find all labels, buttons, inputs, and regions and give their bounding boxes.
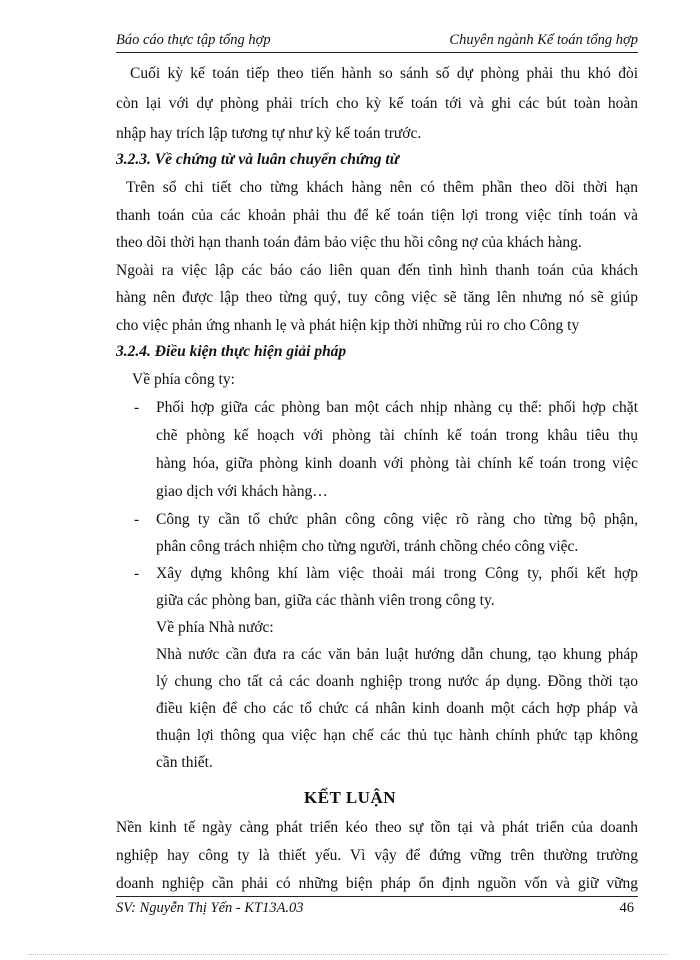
para2-line-1: Trên sổ chi tiết cho từng khách hàng nên có thêm phần theo dõi thời hạn: [126, 179, 638, 196]
bullet1-line-1: Phối hợp giữa các phòng ban một cách nhịp nhàng cụ thể: phối hợp chặt: [156, 399, 638, 416]
page-bottom-divider: [28, 954, 668, 955]
bullet-dash-3: -: [134, 565, 140, 582]
bullet2-line-2: phân công trách nhiệm cho từng người, tránh chồng chéo công việc.: [156, 538, 579, 555]
para2-line-3: theo dõi thời hạn thanh toán đảm bảo việc thu hồi công nợ của khách hàng.: [116, 234, 582, 251]
bullet-dash-1: -: [134, 399, 140, 416]
bullet1-line-2: chẽ phòng kế hoạch với phòng tài chính kế toán trong khâu tiêu thụ: [156, 427, 638, 444]
section-heading-3-2-3: 3.2.3. Về chứng từ và luân chuyển chứng từ: [116, 151, 400, 168]
para2-line-5: hàng nên được lập theo từng quý, tuy công việc sẽ tăng lên nhưng nó sẽ giúp: [116, 289, 638, 306]
para1-line-2: còn lại với dự phòng phải trích cho kỳ kế toán tới và ghi các bút toàn hoàn: [116, 95, 638, 112]
page-footer: [116, 896, 638, 919]
state-side-label: Về phía Nhà nước:: [156, 619, 274, 636]
para3-line-1: Nhà nước cần đưa ra các văn bản luật hướng dẫn chung, tạo khung pháp: [156, 646, 638, 663]
bullet-dash-2: -: [134, 511, 140, 528]
para2-line-6: cho việc phản ứng nhanh lẹ và phát hiện kịp thời những rủi ro cho Công ty: [116, 317, 580, 334]
header-left: Báo cáo thực tập tổng hợp: [116, 32, 271, 48]
para3-line-2: lý chung cho tất cả các doanh nghiệp trong nước áp dụng. Đồng thời tạo: [156, 673, 638, 690]
section-heading-3-2-4: 3.2.4. Điều kiện thực hiện giải pháp: [116, 343, 347, 360]
bullet3-line-2: giữa các phòng ban, giữa các thành viên trong công ty.: [156, 592, 495, 609]
para3-line-3: điều kiện để cho các tổ chức cá nhân kinh doanh một cách hợp pháp và: [156, 700, 638, 717]
para3-line-5: cần thiết.: [156, 754, 213, 771]
para4-line-2: nghiệp hay công ty là thiết yếu. Vì vậy để đứng vững trên thường trường: [116, 847, 638, 864]
para1-line-1: Cuối kỳ kế toán tiếp theo tiến hành so sánh số dự phòng phải thu khó đòi: [130, 65, 638, 82]
company-side-label: Về phía công ty:: [132, 371, 235, 388]
footer-author: SV: Nguyễn Thị Yến - KT13A.03: [116, 900, 304, 916]
bullet3-line-1: Xây dựng không khí làm việc thoải mái trong Công ty, phối kết hợp: [156, 565, 638, 582]
page-header: [116, 30, 638, 53]
bullet2-line-1: Công ty cần tổ chức phân công công việc rõ ràng cho từng bộ phận,: [156, 511, 638, 528]
bullet1-line-4: giao dịch với khách hàng…: [156, 483, 328, 500]
header-right: Chuyên ngành Kế toán tổng hợp: [449, 32, 638, 48]
para1-line-3: nhập hay trích lập tương tự như kỳ kế toán trước.: [116, 125, 422, 142]
para2-line-4: Ngoài ra việc lập các báo cáo liên quan đến tình hình thanh toán của khách: [116, 262, 638, 279]
bullet1-line-3: hàng hóa, giữa phòng kinh doanh với phòng tài chính kế toán trong việc: [156, 455, 638, 472]
para4-line-3: doanh nghiệp cần phải có những biện pháp ổn định nguồn vốn và giữ vững: [116, 875, 638, 892]
para3-line-4: thuận lợi thông qua việc hạn chế các thủ tục hành chính phức tạp không: [156, 727, 638, 744]
para2-line-2: thanh toán của các khoản phải thu để kế toán tiện lợi trong việc tính toán và: [116, 207, 638, 224]
page-number: 46: [619, 900, 634, 916]
conclusion-title: KẾT LUẬN: [303, 788, 396, 807]
para4-line-1: Nền kinh tế ngày càng phát triển kéo theo sự tồn tại và phát triển của doanh: [116, 819, 638, 836]
